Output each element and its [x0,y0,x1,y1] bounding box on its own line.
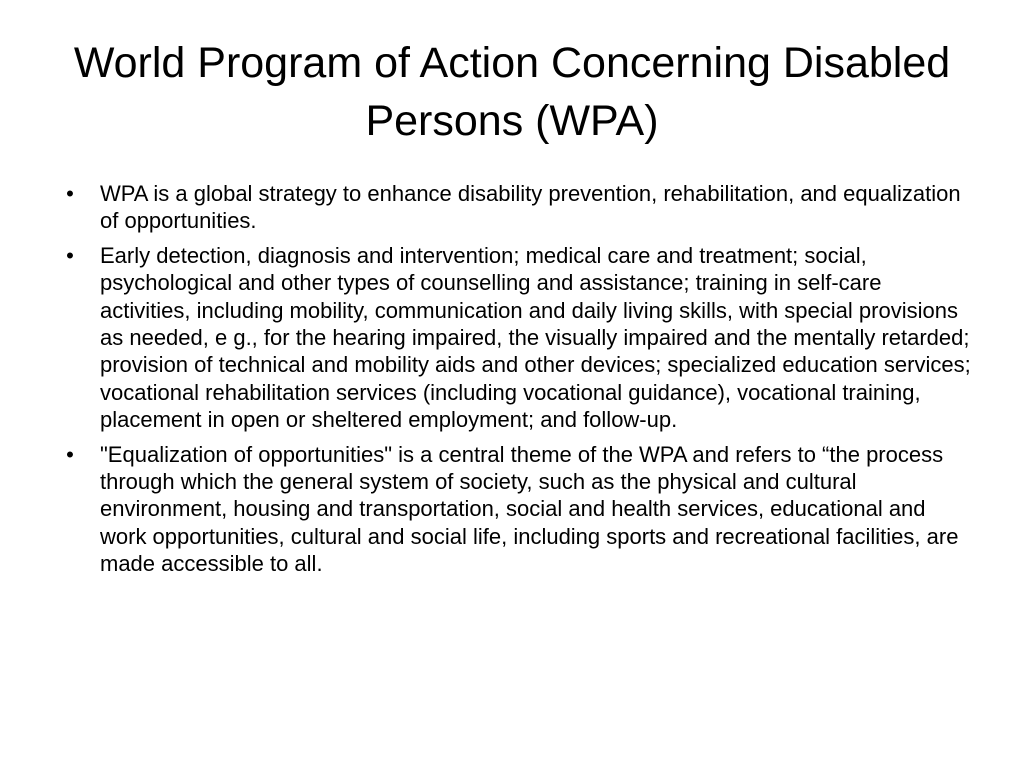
bullet-item-equalization [60,441,972,578]
bullet-icon: • [66,181,74,206]
bullet-item-global-strategy [60,180,972,235]
bullet-item-services [60,242,972,434]
bullet-text: "Equalization of opportunities" is a central theme of the WPA and refers to “the process through which the general system of society, such as the physical and cultural environment, housing and transportation, social and health services, educational and work opportunities, cultural and social life, including sports and recreational facilities, are made accessible to all. [100,441,959,577]
bullet-icon: • [66,441,74,467]
bullet-text: WPA is a global strategy to enhance disability prevention, rehabilitation, and equalization of opportunities. [100,181,961,234]
slide-title: World Program of Action Concerning Disabled Persons (WPA) [73,39,951,145]
bullet-text: Early detection, diagnosis and intervention; medical care and treatment; social, psychological and other types of counselling and assistance; training in self-care activities, including mobility, communication and daily living skills, with special provisions as needed, e g., for the hearing impaired, the visually impaired and the mentally retarded; provision of technical and mobility aids and other devices; specialized education services; vocational rehabilitation services (including vocational guidance), vocational training, placement in open or sheltered employment; and follow-up. [100,242,971,433]
bullet-list [60,180,972,585]
bullet-icon: • [66,242,74,268]
